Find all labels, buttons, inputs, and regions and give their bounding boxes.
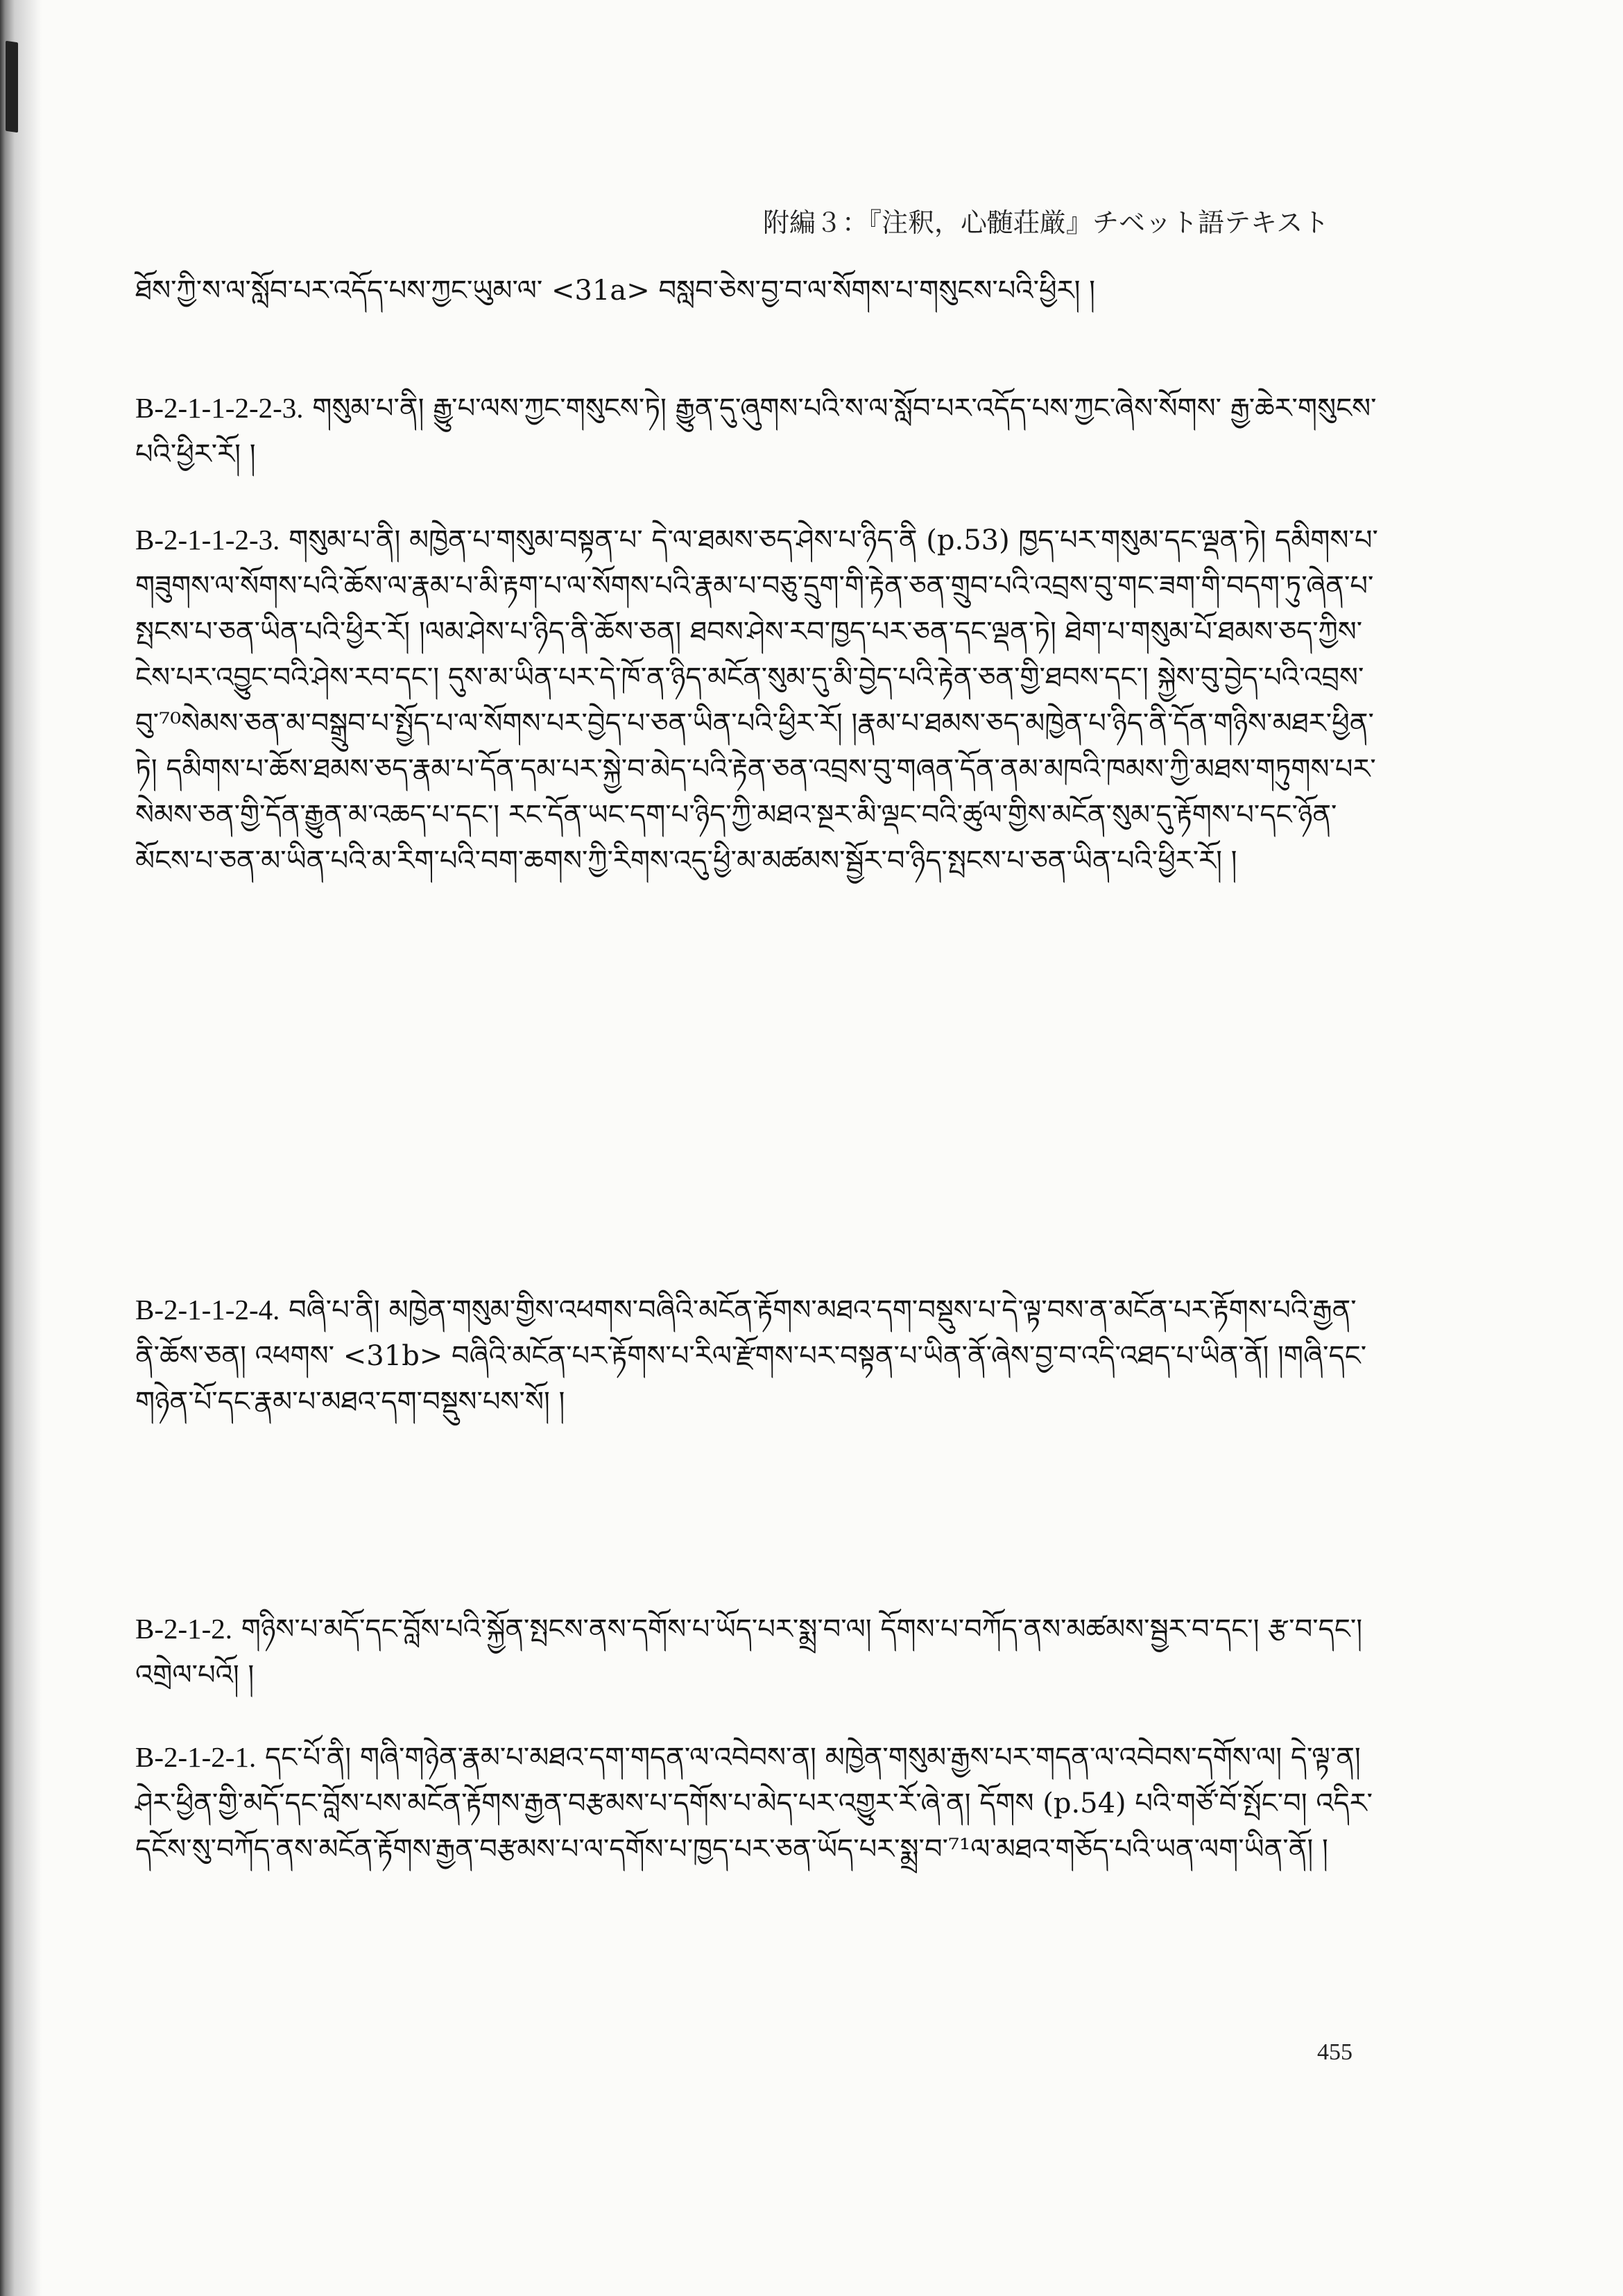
paragraph-continuation [135, 267, 1380, 314]
section-text: བཞི་པ་ནི། མཁྱེན་གསུམ་གྱིས་འཕགས་བཞིའི་མངོན་རྟོགས་མཐའ་དག་བསྡུས་པ་དེ་ལྟ་བས་ན་མངོན་པར་རྟོགས་པའི་རྒྱན་ནི་ཆོས་ཅན། འཕགས་ <31b> བཞིའི་མངོན་པར་རྟོགས་པ་རིལ་རྫོགས་པར་བསྟན་པ་ཡིན་ནོ་ཞེས་བྱ་བ་འདི་འཐད་པ་ཡིན་ནོ། །གཞི་དང་གཉེན་པོ་དང་རྣམ་པ་མཐའ་དག་བསྡུས་པས་སོ། ། [135, 1294, 1367, 1418]
section-heading: B-2-1-1-2-2-3. [135, 392, 304, 424]
running-head: 附編３：『注釈，心髄荘厳』チベット語テキスト [763, 207, 1330, 238]
binding-mark [6, 41, 18, 133]
section-heading: B-2-1-1-2-3. [135, 524, 280, 556]
page-number: 455 [1317, 2039, 1352, 2065]
section-heading: B-2-1-2. [135, 1613, 233, 1645]
section-text: དང་པོ་ནི། གཞི་གཉེན་རྣམ་པ་མཐའ་དག་གདན་ལ་འབེབས་ན། མཁྱེན་གསུམ་རྒྱས་པར་གདན་ལ་འབེབས་དགོས་ལ། དེ་ལྟ་ན། ཤེར་ཕྱིན་གྱི་མདོ་དང་བློས་པས་མངོན་རྟོགས་རྒྱན་བརྩམས་པ་དགོས་པ་མེད་པར་འགྱུར་རོ་ཞེ་ན། དོགས (p.54) པའི་གཙོ་བོ་སྤོང་བ། འདིར་དངོས་སུ་བཀོད་ནས་མངོན་རྟོགས་རྒྱན་བརྩམས་པ་ལ་དགོས་པ་ཁྱད་པར་ཅན་ཡོད་པར་སྨྲ་བ་⁷¹ལ་མཐའ་གཅོད་པའི་ཡན་ལག་ཡིན་ནོ། ། [135, 1742, 1373, 1865]
section-B-2-1-1-2-3 [135, 517, 1380, 884]
section-text: གཉིས་པ་མདོ་དང་བློས་པའི་སྐྱོན་སྤངས་ནས་དགོས་པ་ཡོད་པར་སྨྲ་བ་ལ། དོགས་པ་བཀོད་ནས་མཚམས་སྦྱར་བ་དང་། རྩ་བ་དང་། འགྲེལ་པའོ། ། [135, 1613, 1363, 1691]
section-text: གསུམ་པ་ནི། མཁྱེན་པ་གསུམ་བསྟན་པ་ དེ་ལ་ཐམས་ཅད་ཤེས་པ་ཉིད་ནི (p.53) ཁྱད་པར་གསུམ་དང་ལྡན་ཏེ། དམིགས་པ་གཟུགས་ལ་སོགས་པའི་ཆོས་ལ་རྣམ་པ་མི་རྟག་པ་ལ་སོགས་པའི་རྣམ་པ་བཅུ་དྲུག་གི་རྟེན་ཅན་གྲུབ་པའི་འབྲས་བུ་གང་ཟག་གི་བདག་ཏུ་ཞེན་པ་སྤངས་པ་ཅན་ཡིན་པའི་ཕྱིར་རོ། །ལམ་ཤེས་པ་ཉིད་ནི་ཆོས་ཅན། ཐབས་ཤེས་རབ་ཁྱད་པར་ཅན་དང་ལྡན་ཏེ། ཐེག་པ་གསུམ་པོ་ཐམས་ཅད་ཀྱིས་ངེས་པར་འབྱུང་བའི་ཤེས་རབ་དང་། དུས་མ་ཡིན་པར་དེ་ཁོ་ན་ཉིད་མངོན་སུམ་དུ་མི་བྱེད་པའི་རྟེན་ཅན་གྱི་ཐབས་དང་། སྐྱེས་བུ་བྱེད་པའི་འབྲས་བུ་⁷⁰སེམས་ཅན་མ་བསྒྲུབ་པ་སྤྱོད་པ་ལ་སོགས་པར་བྱེད་པ་ཅན་ཡིན་པའི་ཕྱིར་རོ། །རྣམ་པ་ཐམས་ཅད་མཁྱེན་པ་ཉིད་ནི་དོན་གཉིས་མཐར་ཕྱིན་ཏེ། དམིགས་པ་ཆོས་ཐམས་ཅད་རྣམ་པ་དོན་དམ་པར་སྐྱེ་བ་མེད་པའི་རྟེན་ཅན་འབྲས་བུ་གཞན་དོན་ནམ་མཁའི་ཁམས་ཀྱི་མཐས་གཏུགས་པར་སེམས་ཅན་གྱི་དོན་རྒྱུན་མ་འཆད་པ་དང་། རང་དོན་ཡང་དག་པ་ཉིད་ཀྱི་མཐའ་སྔར་མི་ལྡང་བའི་ཚུལ་གྱིས་མངོན་སུམ་དུ་རྟོགས་པ་དང་ཉོན་མོངས་པ་ཅན་མ་ཡིན་པའི་མ་རིག་པའི་བག་ཆགས་ཀྱི་རིགས་འདུ་ཕྱི་མ་མཚམས་སྦྱོར་བ་ཉིད་སྤངས་པ་ཅན་ཡིན་པའི་ཕྱིར་རོ། ། [135, 524, 1378, 877]
section-heading: B-2-1-2-1. [135, 1741, 257, 1773]
section-B-2-1-1-2-2-3 [135, 385, 1380, 477]
section-B-2-1-2-1 [135, 1734, 1380, 1872]
section-text: གསུམ་པ་ནི། རྒྱུ་པ་ལས་ཀྱང་གསུངས་ཏེ། རྒྱུན་དུ་ཞུགས་པའི་ས་ལ་སློབ་པར་འདོད་པས་ཀྱང་ཞེས་སོགས་ རྒྱ་ཆེར་གསུངས་པའི་ཕྱིར་རོ། ། [135, 393, 1377, 470]
section-B-2-1-1-2-4 [135, 1287, 1380, 1425]
section-B-2-1-2 [135, 1606, 1380, 1698]
page-edge-shadow [0, 0, 42, 2296]
section-heading: B-2-1-1-2-4. [135, 1294, 280, 1326]
section-text: ཐོས་ཀྱི་ས་ལ་སློབ་པར་འདོད་པས་ཀྱང་ཡུམ་ལ་ <31a> བསླབ་ཅེས་བྱ་བ་ལ་སོགས་པ་གསུངས་པའི་ཕྱིར། ། [135, 275, 1096, 307]
